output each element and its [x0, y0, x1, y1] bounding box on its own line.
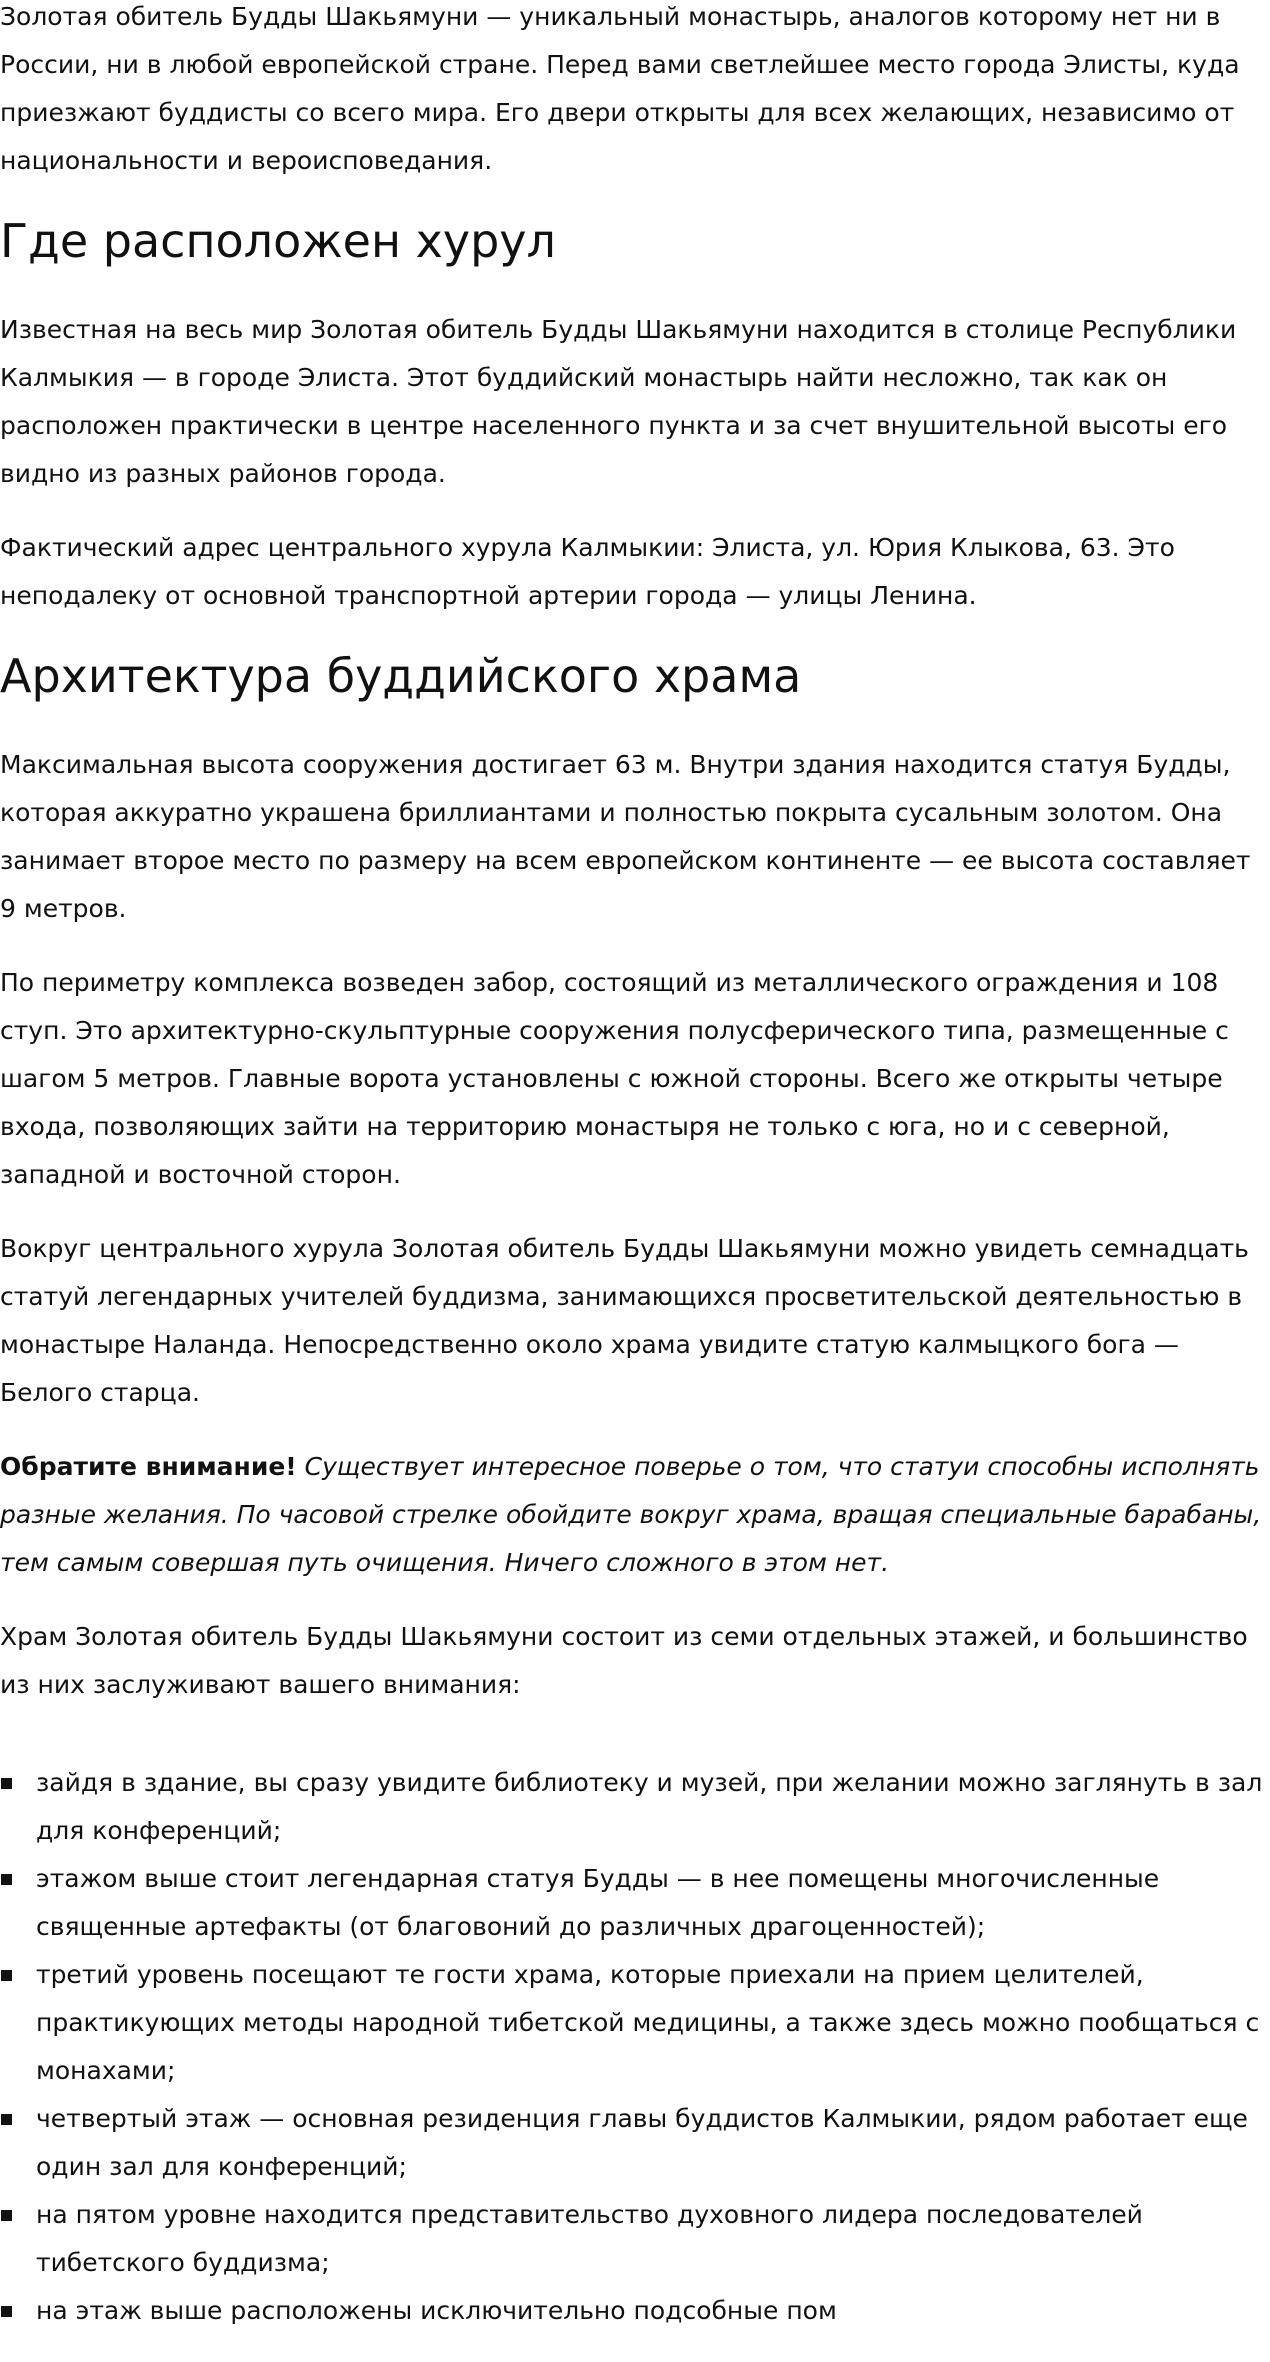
list-item-text: третий уровень посещают те гости храма, которые приехали на прием целителей, практикующих методы народной тибетской медицины, а также здесь можно пообщаться с монахами; — [36, 1960, 1260, 2085]
list-item-text: на этаж выше расположены исключительно подсобные пом — [36, 2296, 837, 2325]
location-paragraph-1: Известная на весь мир Золотая обитель Будды Шакьямуни находится в столице Республики Калмыкия — в городе Элиста. Этот буддийский монастырь найти несложно, так как он расположен практически в центре населенного пункта и за счет внушительной высоты его видно из разных районов города. — [0, 315, 1237, 488]
note-lead: Обратите внимание! — [0, 1452, 297, 1481]
list-item-text: четвертый этаж — основная резиденция главы буддистов Калмыкии, рядом работает еще один зал для конференций; — [36, 2104, 1248, 2181]
section-heading-location: Где расположен хурул — [0, 214, 556, 268]
square-bullet-icon — [1, 1970, 12, 1981]
intro-paragraph: Золотая обитель Будды Шакьямуни — уникальный монастырь, аналогов которому нет ни в России, ни в любой европейской стране. Перед вами светлейшее место города Элисты, куда приезжают буддисты со всего мира. Его двери открыты для всех желающих, независимо от национальности и вероисповедания. — [0, 2, 1240, 175]
floors-intro-paragraph: Храм Золотая обитель Будды Шакьямуни состоит из семи отдельных этажей, и большинство из них заслуживают вашего внимания: — [0, 1622, 1248, 1699]
list-item — [0, 2287, 1265, 2335]
list-item — [0, 1855, 1265, 1951]
section-heading-architecture: Архитектура буддийского храма — [0, 649, 802, 703]
list-item-text: зайдя в здание, вы сразу увидите библиотеку и музей, при желании можно заглянуть в зал для конференций; — [36, 1768, 1263, 1845]
list-item-text: на пятом уровне находится представительство духовного лидера последователей тибетского буддизма; — [36, 2200, 1143, 2277]
note-paragraph — [0, 1443, 1265, 1587]
square-bullet-icon — [1, 2114, 12, 2125]
note-text: Существует интересное поверье о том, что статуи способны исполнять разные желания. По часовой стрелке обойдите вокруг храма, вращая специальные барабаны, тем самым совершая путь очищения. Ничего сложного в этом нет. — [0, 1452, 1262, 1577]
square-bullet-icon — [1, 1874, 12, 1885]
list-item — [0, 2095, 1265, 2191]
square-bullet-icon — [1, 2210, 12, 2221]
location-paragraph-2: Фактический адрес центрального хурула Калмыкии: Элиста, ул. Юрия Клыкова, 63. Это неподалеку от основной транспортной артерии города — улицы Ленина. — [0, 533, 1175, 610]
list-item — [0, 1951, 1265, 2095]
list-item-text: этажом выше стоит легендарная статуя Будды — в нее помещены многочисленные священные артефакты (от благовоний до различных драгоценностей); — [36, 1864, 1160, 1941]
architecture-paragraph-2: По периметру комплекса возведен забор, состоящий из металлического ограждения и 108 ступ. Это архитектурно-скульптурные сооружения полусферического типа, размещенные с шагом 5 метров. Главные ворота установлены с южной стороны. Всего же открыты четыре входа, позволяющих зайти на территорию монастыря не только с юга, но и с северной, западной и восточной сторон. — [0, 968, 1229, 1189]
square-bullet-icon — [1, 1778, 12, 1789]
architecture-paragraph-1: Максимальная высота сооружения достигает 63 м. Внутри здания находится статуя Будды, которая аккуратно украшена бриллиантами и полностью покрыта сусальным золотом. Она занимает второе место по размеру на всем европейском континенте — ее высота составляет 9 метров. — [0, 750, 1251, 923]
list-item — [0, 1759, 1265, 1855]
architecture-paragraph-3: Вокруг центрального хурула Золотая обитель Будды Шакьямуни можно увидеть семнадцать статуй легендарных учителей буддизма, занимающихся просветительской деятельностью в монастыре Наланда. Непосредственно около храма увидите статую калмыцкого бога — Белого старца. — [0, 1234, 1249, 1407]
square-bullet-icon — [1, 2306, 12, 2317]
floors-list — [0, 1759, 1265, 2335]
list-item — [0, 2191, 1265, 2287]
